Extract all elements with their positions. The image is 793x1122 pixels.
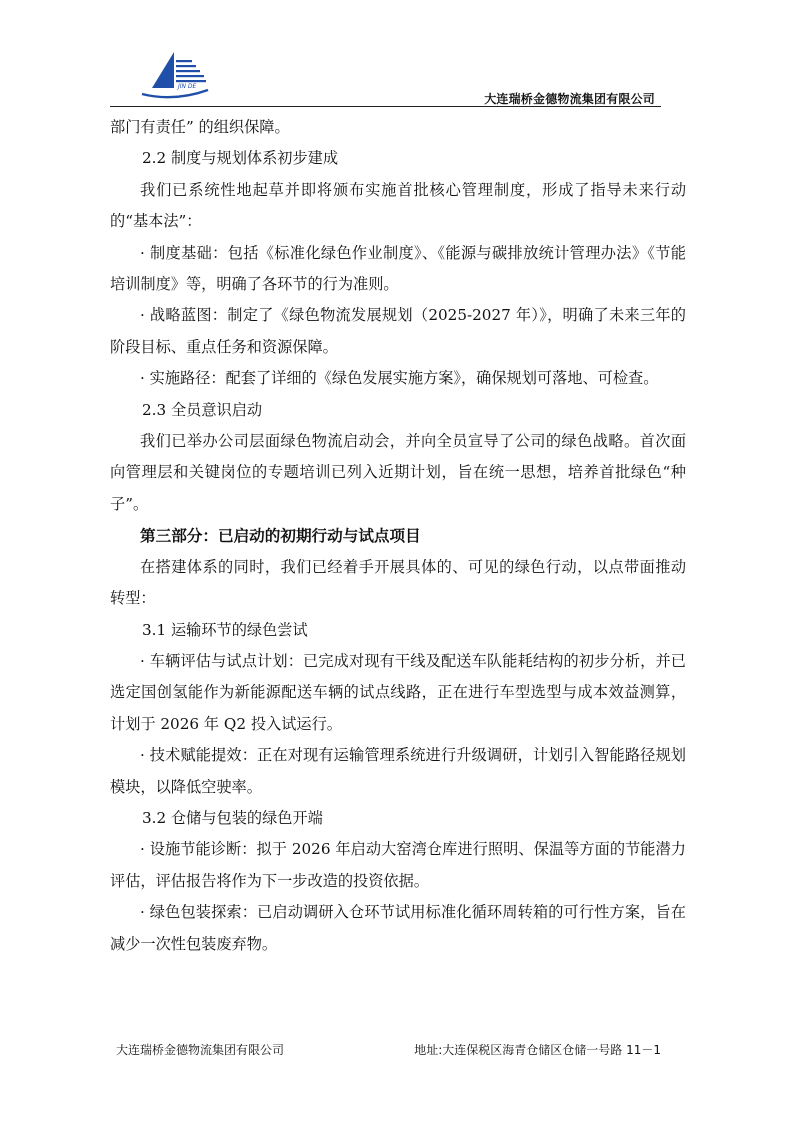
bullet-item: · 技术赋能提效：正在对现有运输管理系统进行升级调研，计划引入智能路径规划模块，以降低空驶率。 <box>110 746 686 796</box>
bullet-item: · 绿色包装探索：已启动调研入仓环节试用标准化循环周转箱的可行性方案，旨在减少一次性包装废弃物。 <box>110 903 686 953</box>
bullet-item: · 制度基础：包括《标准化绿色作业制度》、《能源与碳排放统计管理办法》《节能培训制度》等，明确了各环节的行为准则。 <box>110 243 686 294</box>
paragraph: 我们已举办公司层面绿色物流启动会，并向全员宣导了公司的绿色战略。首次面向管理层和关键岗位的专题培训已列入近期计划，旨在统一思想，培养首批绿色“种子”。 <box>110 432 686 513</box>
section-heading-3-2: 3.2 仓储与包装的绿色开端 <box>142 808 323 827</box>
paragraph: 在搭建体系的同时，我们已经着手开展具体的、可见的绿色行动，以点带面推动转型： <box>110 557 686 608</box>
bullet-item: · 设施节能诊断：拟于 2026 年启动大窑湾仓库进行照明、保温等方面的节能潜力评估，评估报告将作为下一步改造的投资依据。 <box>110 840 686 890</box>
footer-company-name: 大连瑞桥金德物流集团有限公司 <box>116 1043 285 1057</box>
svg-text:JIN DE: JIN DE <box>178 83 197 90</box>
part-heading: 第三部分：已启动的初期行动与试点项目 <box>140 526 421 546</box>
bullet-item: · 车辆评估与试点计划：已完成对现有干线及配送车队能耗结构的初步分析，并已选定国创氢能作为新能源配送车辆的试点线路，正在进行车型选型与成本效益测算，计划于 2026 年 Q2 投入试运行。 <box>110 651 686 733</box>
bullet-item: · 实施路径：配套了详细的《绿色发展实施方案》，确保规划可落地、可检查。 <box>140 369 659 388</box>
bullet-item: · 战略蓝图：制定了《绿色物流发展规划（2025-2027 年）》，明确了未来三年的阶段目标、重点任务和资源保障。 <box>110 306 686 356</box>
section-heading-3-1: 3.1 运输环节的绿色尝试 <box>142 620 308 639</box>
section-heading-2-3: 2.3 全员意识启动 <box>142 400 263 419</box>
company-logo <box>138 50 210 102</box>
header-divider <box>110 106 661 107</box>
document-body <box>110 112 686 960</box>
section-heading-2-2: 2.2 制度与规划体系初步建成 <box>142 149 339 168</box>
footer-address: 地址:大连保税区海青仓储区仓储一号路 11－1 <box>414 1043 661 1057</box>
paragraph: 部门有责任” 的组织保障。 <box>110 118 290 136</box>
paragraph: 我们已系统性地起草并即将颁布实施首批核心管理制度，形成了指导未来行动的“基本法”： <box>110 180 686 231</box>
header-company-name: 大连瑞桥金德物流集团有限公司 <box>484 92 655 106</box>
